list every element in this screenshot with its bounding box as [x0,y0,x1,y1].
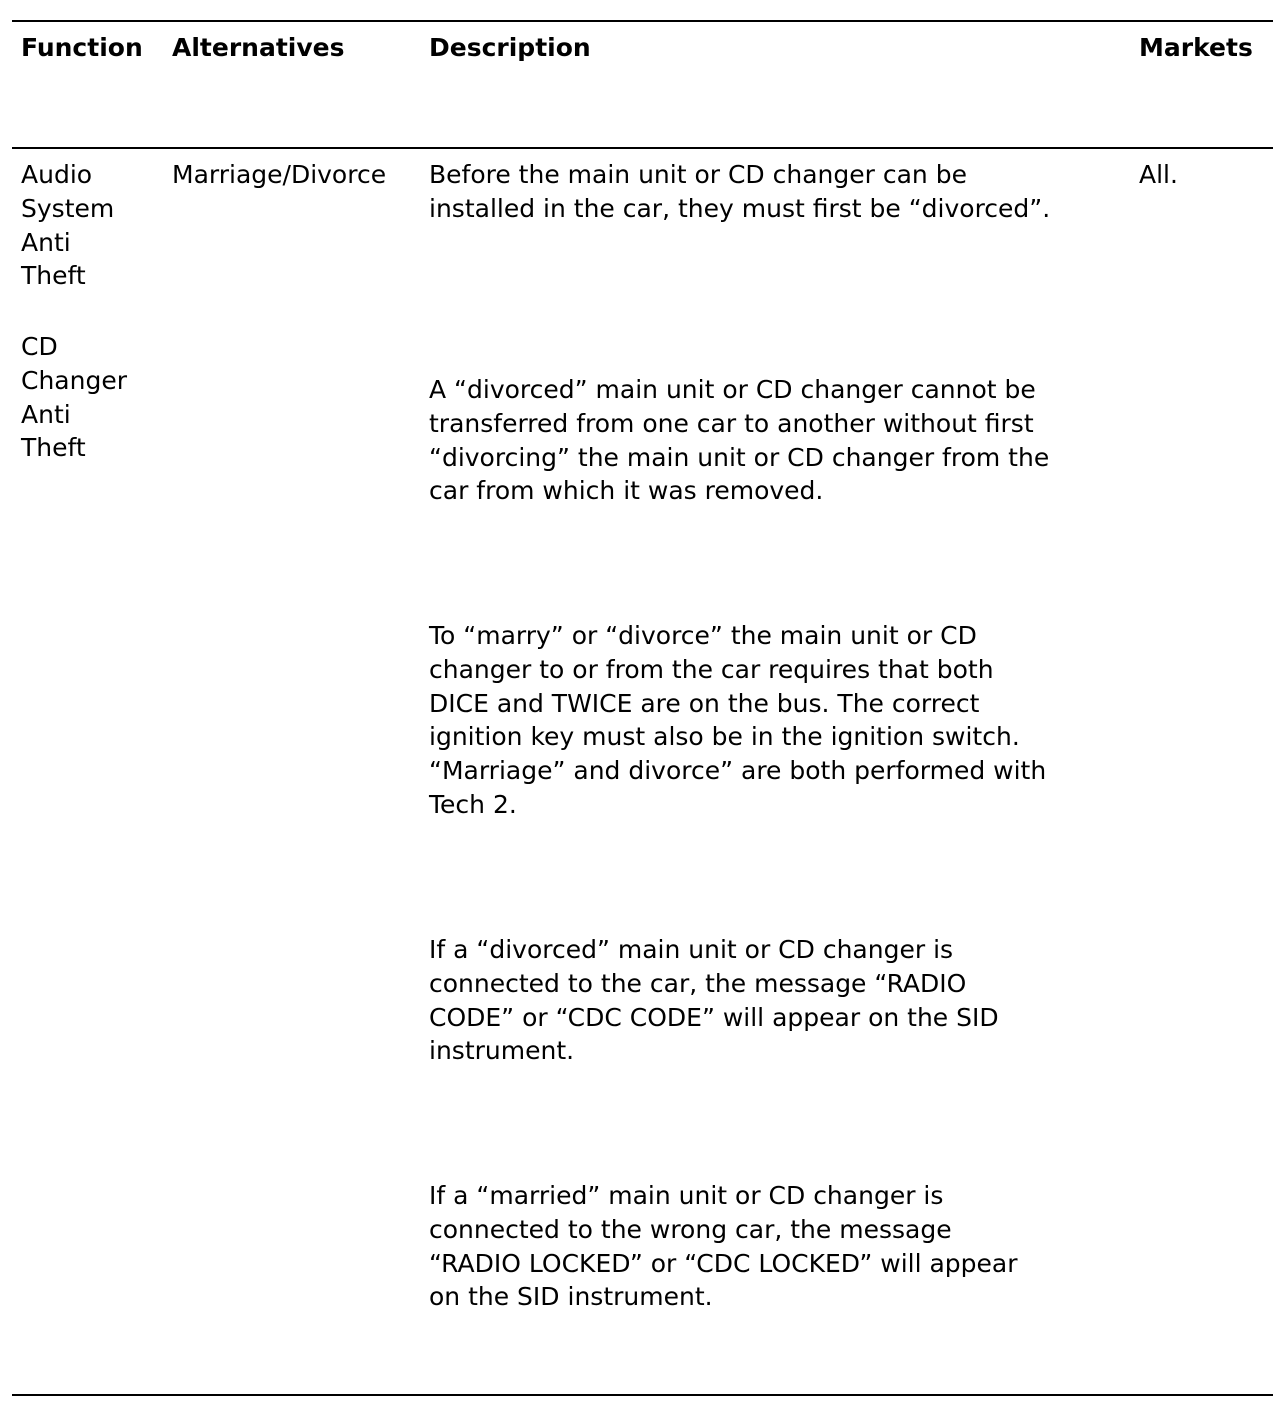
header-function: Function [21,33,143,62]
description-line: If a “married” main unit or CD changer is [429,1181,944,1210]
header-description: Description [429,33,591,62]
description-line: Tech 2. [429,789,517,819]
description-line: connected to the car, the message “RADIO [429,968,967,998]
description-line: transferred from one car to another without first [429,408,1034,438]
description-line: To “marry” or “divorce” the main unit or CD [429,621,977,650]
description-line: DICE and TWICE are on the bus. The correct [429,688,980,718]
table-top-rule [12,20,1273,22]
function-line: System [21,193,115,223]
description-line: “RADIO LOCKED” or “CDC LOCKED” will appear [429,1248,1018,1278]
description-line: car from which it was removed. [429,476,824,506]
function-line: Anti [21,399,71,429]
function-line: Theft [21,433,86,463]
description-paragraph-4 [429,933,999,1068]
header-alternatives: Alternatives [172,33,345,62]
description-line: connected to the wrong car, the message [429,1214,952,1244]
description-paragraph-1 [429,158,1050,226]
description-paragraph-5 [429,1179,1018,1314]
function-line: CD [21,332,58,361]
alternative-cell: Marriage/Divorce [172,160,387,189]
description-line: If a “divorced” main unit or CD changer is [429,935,954,964]
description-line: installed in the car, they must first be “divorced”. [429,193,1051,223]
header-bottom-rule [12,147,1273,149]
function-line: Audio [21,160,93,189]
description-line: ignition key must also be in the ignition switch. [429,722,1020,752]
markets-cell: All. [1139,160,1178,189]
description-line: “Marriage” and divorce” are both performed with [429,756,1047,786]
header-markets: Markets [1139,33,1253,62]
function-line: Anti [21,227,71,257]
description-line: instrument. [429,1036,575,1066]
description-line: Before the main unit or CD changer can be [429,160,967,189]
function-line: Theft [21,261,86,291]
description-paragraph-2 [429,373,1049,508]
description-paragraph-3 [429,619,1046,822]
description-line: CODE” or “CDC CODE” will appear on the SID [429,1002,999,1032]
function-line: Changer [21,365,127,395]
function-cell-cd-changer [21,330,127,465]
description-line: changer to or from the car requires that both [429,654,994,684]
description-line: “divorcing” the main unit or CD changer from the [429,442,1050,472]
table-bottom-rule [12,1394,1273,1396]
function-cell-audio-system [21,158,114,293]
description-line: A “divorced” main unit or CD changer cannot be [429,375,1036,404]
description-line: on the SID instrument. [429,1282,713,1312]
